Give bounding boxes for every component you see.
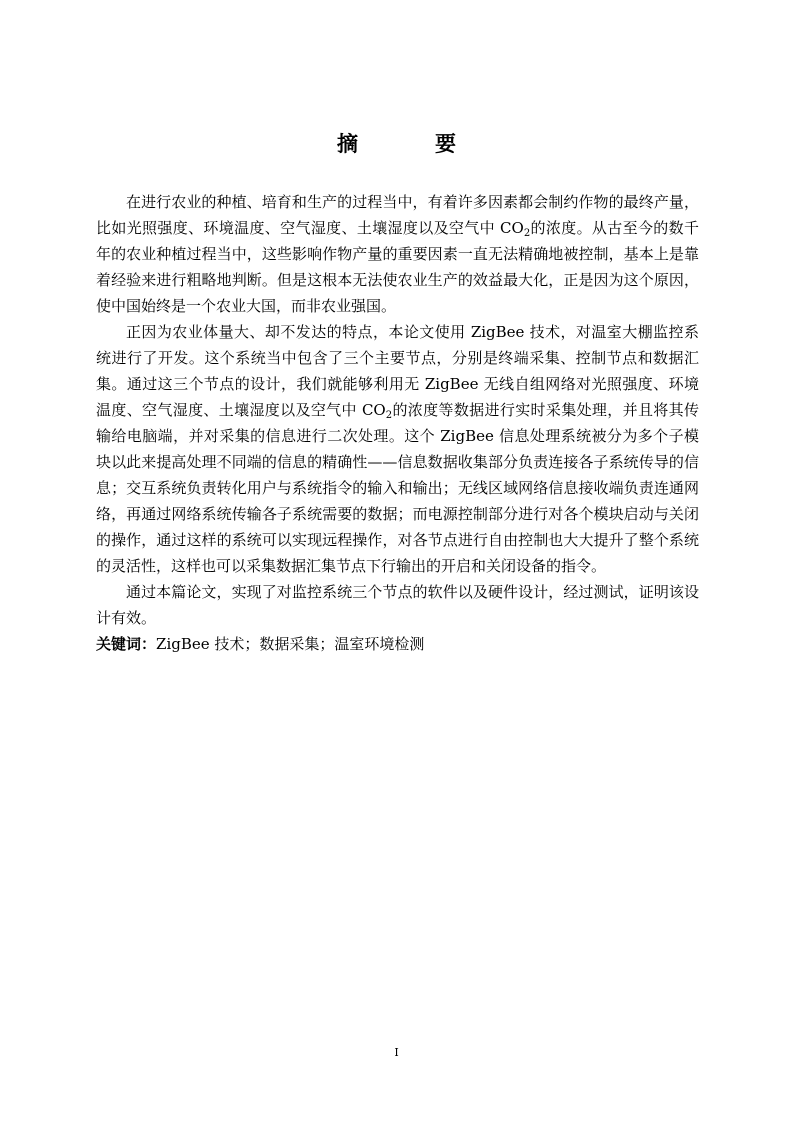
paragraph-2 <box>96 319 699 579</box>
keywords-line <box>96 631 699 657</box>
abstract-title: 摘 要 <box>337 132 484 156</box>
co2-subscript: 2 <box>523 228 531 239</box>
keywords-label: 关键词： <box>96 635 157 653</box>
co2-subscript: 2 <box>385 410 393 421</box>
paragraph-3: 通过本篇论文，实现了对监控系统三个节点的软件以及硬件设计，经过测试，证明该设计有效。 <box>96 583 699 627</box>
paragraph-1 <box>96 189 699 319</box>
keywords-text: ZigBee 技术；数据采集；温室环境检测 <box>156 635 425 653</box>
paragraph-1-part-b: 的浓度。从古至今的数千年的农业种植过程当中，这些影响作物产量的重要因素一直无法精确地被控制，基本上是靠着经验来进行粗略地判断。但是这根本无法使农业生产的效益最大化，正是因为这个原因，使中国始终是一个农业大国，而非农业强国。 <box>96 219 699 315</box>
page-number: I <box>394 1046 399 1059</box>
abstract-body <box>96 189 699 657</box>
paragraph-2-part-a: 正因为农业体量大、却不发达的特点，本论文使用 ZigBee 技术，对温室大棚监控系统进行了开发。这个系统当中包含了三个主要节点，分别是终端采集、控制节点和数据汇集。通过这三个节点的设计，我们就能够利用无 ZigBee 无线自组网络对光照强度、环境温度、空气湿度、土壤湿度以及空气中 CO <box>96 323 699 419</box>
paragraph-1-part-a: 在进行农业的种植、培育和生产的过程当中，有着许多因素都会制约作物的最终产量，比如光照强度、环境温度、空气湿度、土壤湿度以及空气中 CO <box>96 193 699 237</box>
paragraph-2-part-b: 的浓度等数据进行实时采集处理，并且将其传输给电脑端，并对采集的信息进行二次处理。这个 ZigBee 信息处理系统被分为多个子模块以此来提高处理不同端的信息的精确性——信息数据收集部分负责连接各子系统传导的信息；交互系统负责转化用户与系统指令的输入和输出；无线区域网络信息接收端负责连通网络，再通过网络系统传输各子系统需要的数据；而电源控制部分进行对各个模块启动与关闭的操作，通过这样的系统可以实现远程操作，对各节点进行自由控制也大大提升了整个系统的灵活性，这样也可以采集数据汇集节点下行输出的开启和关闭设备的指令。 <box>96 401 699 575</box>
